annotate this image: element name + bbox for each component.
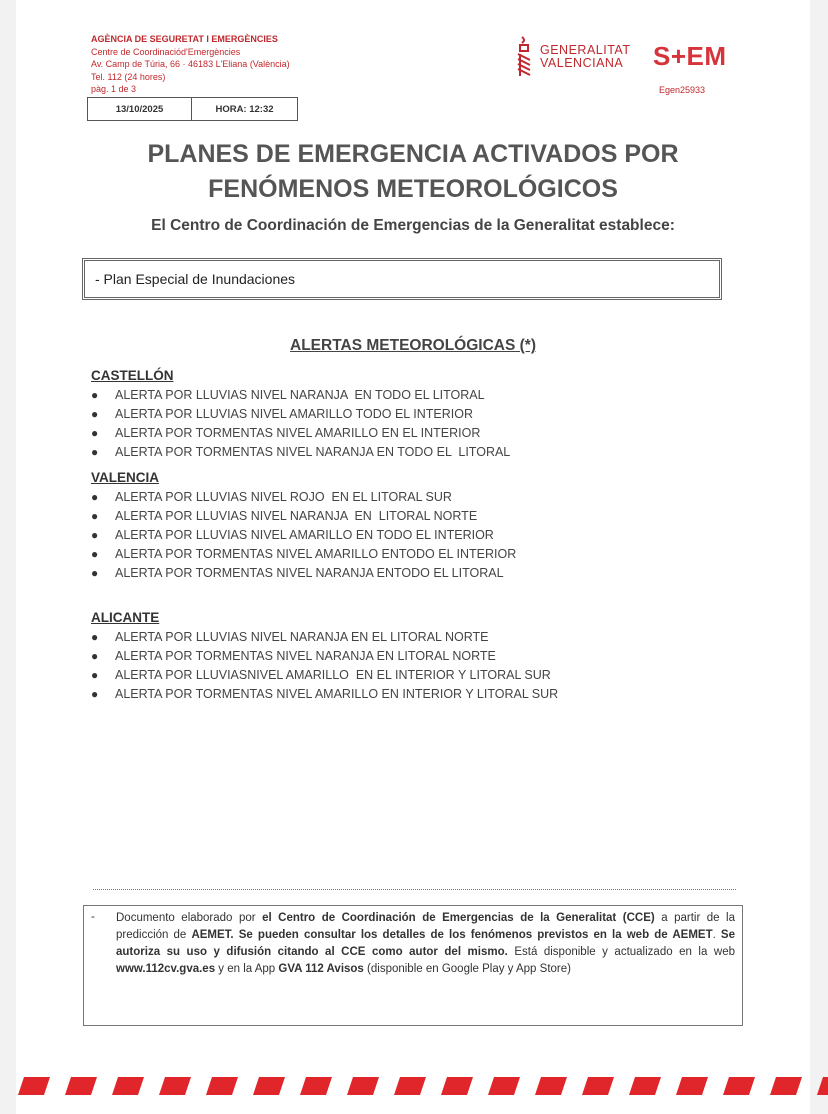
stripe-segment xyxy=(629,1077,661,1095)
province-name: ALICANTE xyxy=(91,610,160,625)
bullet-icon: ● xyxy=(91,407,99,421)
date-time-box xyxy=(87,97,298,121)
province-name: CASTELLÓN xyxy=(91,368,174,383)
agency-address: Av. Camp de Túria, 66 · 46183 L'Eliana (València) xyxy=(91,59,290,69)
stripe-segment xyxy=(535,1077,567,1095)
alert-item: ● ALERTA POR TORMENTAS NIVEL AMARILLO ENTODO EL INTERIOR xyxy=(91,545,751,564)
bullet-icon: ● xyxy=(91,509,99,523)
stripe-segment xyxy=(676,1077,708,1095)
bullet-icon: ● xyxy=(91,687,99,701)
bullet-icon: ● xyxy=(91,630,99,644)
province-name: VALENCIA xyxy=(91,470,160,485)
hazard-stripe-border xyxy=(0,1075,828,1097)
agency-center: Centre de Coordinaciód'Emergències xyxy=(91,46,241,57)
document-page xyxy=(16,0,810,1114)
title-line-1: PLANES DE EMERGENCIA ACTIVADOS POR xyxy=(147,140,679,168)
stripe-segment xyxy=(770,1077,802,1095)
alert-item: ● ALERTA POR TORMENTAS NIVEL AMARILLO EN INTERIOR Y LITORAL SUR xyxy=(91,685,751,704)
footer-note-text: Documento elaborado por el Centro de Coordinación de Emergencias de la Generalitat (CCE) a partir de la predicción de AEMET. Se pueden consultar los detalles de los fenómenos previstos en la web de AEMET. Se autoriza su uso y difusión citando al CCE como autor del mismo. Está disponible y actualizado en la web www.112cv.gva.es y en la App GVA 112 Avisos (disponible en Google Play y App Store) xyxy=(116,912,736,975)
time-cell: HORA: 12:32 xyxy=(215,103,274,115)
title-line-2: FENÓMENOS METEOROLÓGICOS xyxy=(208,175,618,203)
generalitat-emblem-icon xyxy=(516,34,534,80)
alert-list xyxy=(91,386,751,462)
reference-code: Egen25933 xyxy=(659,85,706,95)
stripe-segment xyxy=(112,1077,144,1095)
stripe-segment xyxy=(394,1077,426,1095)
alert-item: ● ALERTA POR TORMENTAS NIVEL AMARILLO EN EL INTERIOR xyxy=(91,424,751,443)
province-castellon xyxy=(91,366,751,462)
province-alicante xyxy=(91,608,751,704)
logo-gv-line2: VALENCIANA xyxy=(540,56,624,70)
alert-item: ● ALERTA POR LLUVIAS NIVEL NARANJA EN TODO EL LITORAL xyxy=(91,386,751,405)
province-valencia xyxy=(91,468,751,583)
stripe-segment xyxy=(300,1077,332,1095)
footer-note-box xyxy=(83,905,743,1026)
alert-item: ● ALERTA POR TORMENTAS NIVEL NARANJA ENTODO EL LITORAL xyxy=(91,564,751,583)
stripe-segment xyxy=(65,1077,97,1095)
alert-list xyxy=(91,628,751,704)
bullet-icon: ● xyxy=(91,649,99,663)
alert-item: ● ALERTA POR LLUVIAS NIVEL ROJO EN EL LITORAL SUR xyxy=(91,488,751,507)
generalitat-logo xyxy=(516,34,630,80)
stripe-segment xyxy=(159,1077,191,1095)
active-plan-box xyxy=(82,258,722,300)
dotted-divider xyxy=(93,889,736,890)
logo-gv-line1: GENERALITAT xyxy=(540,43,631,57)
stripe-segment xyxy=(817,1077,828,1095)
alert-item: ● ALERTA POR LLUVIAS NIVEL NARANJA EN LITORAL NORTE xyxy=(91,507,751,526)
document-title xyxy=(82,137,744,207)
stripe-segment xyxy=(18,1077,50,1095)
stripe-segment xyxy=(582,1077,614,1095)
stripe-segment xyxy=(723,1077,755,1095)
date-cell: 13/10/2025 xyxy=(88,98,192,120)
bullet-icon: ● xyxy=(91,547,99,561)
website-link: www.112cv.gva.es xyxy=(116,963,216,975)
page-number: pàg. 1 de 3 xyxy=(91,84,137,94)
stripe-segment xyxy=(347,1077,379,1095)
agency-name: AGÈNCIA DE SEGURETAT I EMERGÈNCIES xyxy=(91,34,278,44)
note-dash: - xyxy=(91,911,95,923)
alert-item: ● ALERTA POR LLUVIAS NIVEL NARANJA EN EL LITORAL NORTE xyxy=(91,628,751,647)
stripe-segment xyxy=(253,1077,285,1095)
alert-item: ● ALERTA POR LLUVIAS NIVEL AMARILLO TODO EL INTERIOR xyxy=(91,405,751,424)
alert-item: ● ALERTA POR TORMENTAS NIVEL NARANJA EN TODO EL LITORAL xyxy=(91,443,751,462)
stripe-segment xyxy=(206,1077,238,1095)
bullet-icon: ● xyxy=(91,528,99,542)
agency-phone: Tel. 112 (24 hores) xyxy=(91,71,166,82)
bullet-icon: ● xyxy=(91,668,99,682)
bullet-icon: ● xyxy=(91,566,99,580)
sem-logo: S+EM xyxy=(653,41,727,71)
bullet-icon: ● xyxy=(91,426,99,440)
alert-item: ● ALERTA POR LLUVIAS NIVEL AMARILLO EN TODO EL INTERIOR xyxy=(91,526,751,545)
stripe-segment xyxy=(488,1077,520,1095)
alert-item: ● ALERTA POR TORMENTAS NIVEL NARANJA EN LITORAL NORTE xyxy=(91,647,751,666)
active-plan-label: - Plan Especial de Inundaciones xyxy=(95,271,296,287)
bullet-icon: ● xyxy=(91,445,99,459)
alerts-heading: ALERTAS METEOROLÓGICAS (*) xyxy=(290,337,536,354)
alert-item: ● ALERTA POR LLUVIASNIVEL AMARILLO EN EL INTERIOR Y LITORAL SUR xyxy=(91,666,751,685)
stripe-segment xyxy=(441,1077,473,1095)
bullet-icon: ● xyxy=(91,490,99,504)
agency-info xyxy=(91,33,290,96)
bullet-icon: ● xyxy=(91,388,99,402)
document-subtitle: El Centro de Coordinación de Emergencias de la Generalitat establece: xyxy=(151,217,675,234)
alert-list xyxy=(91,488,751,583)
